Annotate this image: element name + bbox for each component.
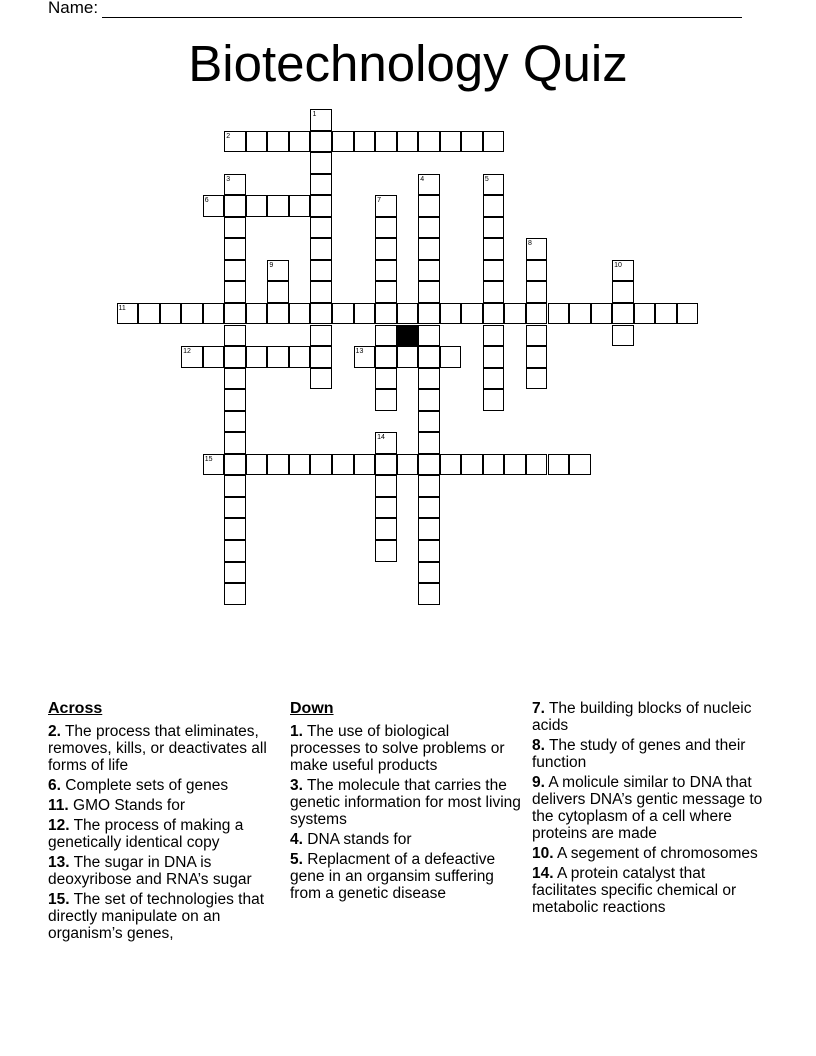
- grid-cell[interactable]: [418, 540, 440, 562]
- grid-cell[interactable]: [224, 325, 246, 347]
- grid-cell[interactable]: [224, 303, 246, 325]
- grid-cell[interactable]: [526, 325, 548, 347]
- clue-number: 13.: [48, 854, 70, 871]
- clue-number: 15.: [48, 891, 70, 908]
- grid-cell[interactable]: [224, 475, 246, 497]
- grid-cell[interactable]: [332, 303, 354, 325]
- grid-cell[interactable]: [267, 454, 289, 476]
- grid-cell[interactable]: [289, 454, 311, 476]
- grid-cell[interactable]: [418, 281, 440, 303]
- clue-number: 11.: [48, 797, 69, 814]
- clue-number-3: 3: [226, 175, 231, 183]
- grid-cell[interactable]: [354, 303, 376, 325]
- grid-cell[interactable]: [375, 540, 397, 562]
- grid-cell[interactable]: [246, 303, 268, 325]
- grid-cell[interactable]: [591, 303, 613, 325]
- black-cell: [397, 325, 419, 347]
- clue-item: [532, 737, 764, 771]
- grid-cell[interactable]: [569, 303, 591, 325]
- grid-cell[interactable]: [440, 454, 462, 476]
- grid-cell[interactable]: [526, 303, 548, 325]
- grid-cell[interactable]: [483, 454, 505, 476]
- clue-number-10: 10: [614, 261, 622, 269]
- clue-number-2: 2: [226, 132, 231, 140]
- clue-number-6: 6: [204, 197, 209, 205]
- grid-cell[interactable]: [375, 238, 397, 260]
- grid-cell[interactable]: [483, 346, 505, 368]
- grid-cell[interactable]: [418, 562, 440, 584]
- clue-text: Complete sets of genes: [65, 777, 229, 794]
- grid-cell[interactable]: [310, 131, 332, 153]
- grid-cell[interactable]: [203, 303, 225, 325]
- grid-cell[interactable]: [310, 346, 332, 368]
- grid-cell[interactable]: [375, 281, 397, 303]
- grid-cell[interactable]: [310, 174, 332, 196]
- clue-number: 14.: [532, 865, 554, 882]
- grid-cell[interactable]: [504, 303, 526, 325]
- grid-cell[interactable]: [310, 303, 332, 325]
- grid-cell[interactable]: [397, 346, 419, 368]
- grid-cell[interactable]: [526, 281, 548, 303]
- clue-item: [290, 723, 522, 774]
- grid-cell[interactable]: [375, 454, 397, 476]
- clue-text: The use of biological processes to solve problems or make useful products: [290, 723, 505, 774]
- clue-number: 5.: [290, 851, 303, 868]
- clue-number-1: 1: [312, 111, 317, 118]
- grid-cell[interactable]: [354, 454, 376, 476]
- grid-cell[interactable]: [224, 346, 246, 368]
- clue-item: [532, 865, 764, 916]
- clue-number-11: 11: [118, 304, 126, 312]
- clue-number-12: 12: [183, 348, 191, 356]
- grid-cell[interactable]: [483, 325, 505, 347]
- grid-cell[interactable]: [655, 303, 677, 325]
- name-label: Name:: [48, 0, 99, 17]
- grid-cell[interactable]: [224, 540, 246, 562]
- clue-number: 2.: [48, 723, 61, 740]
- clue-number: 9.: [532, 774, 545, 791]
- grid-cell[interactable]: [375, 368, 397, 390]
- grid-cell[interactable]: [224, 368, 246, 390]
- clue-item: [48, 817, 280, 851]
- clue-item: [48, 854, 280, 888]
- grid-cell[interactable]: [397, 131, 419, 153]
- clue-text: The set of technologies that directly manipulate on an organism’s genes,: [48, 891, 265, 942]
- grid-cell[interactable]: [375, 217, 397, 239]
- clue-item: [290, 777, 522, 828]
- grid-cell[interactable]: [677, 303, 699, 325]
- grid-cell[interactable]: [418, 475, 440, 497]
- grid-cell[interactable]: [418, 195, 440, 217]
- grid-cell[interactable]: [310, 260, 332, 282]
- grid-cell[interactable]: [418, 518, 440, 540]
- grid-cell[interactable]: [483, 389, 505, 411]
- clue-item: [48, 797, 280, 814]
- grid-cell[interactable]: [418, 454, 440, 476]
- grid-cell[interactable]: [267, 195, 289, 217]
- grid-cell[interactable]: [246, 346, 268, 368]
- down-heading: Down: [290, 700, 334, 717]
- grid-cell[interactable]: [289, 303, 311, 325]
- clue-text: GMO Stands for: [73, 797, 185, 814]
- grid-cell[interactable]: [418, 238, 440, 260]
- grid-cell[interactable]: [397, 454, 419, 476]
- grid-cell[interactable]: [224, 432, 246, 454]
- grid-cell[interactable]: [310, 195, 332, 217]
- grid-cell[interactable]: [246, 454, 268, 476]
- grid-cell[interactable]: [548, 454, 570, 476]
- clue-item: [290, 831, 522, 848]
- clue-number: 7.: [532, 700, 545, 717]
- down-clues-column: [290, 700, 522, 905]
- grid-cell[interactable]: [418, 131, 440, 153]
- clue-number-7: 7: [377, 197, 381, 205]
- grid-cell[interactable]: [267, 346, 289, 368]
- grid-cell[interactable]: [267, 131, 289, 153]
- grid-cell[interactable]: [310, 368, 332, 390]
- grid-cell[interactable]: [461, 131, 483, 153]
- grid-cell[interactable]: [483, 195, 505, 217]
- grid-cell[interactable]: [418, 432, 440, 454]
- grid-cell[interactable]: [461, 303, 483, 325]
- grid-cell[interactable]: [289, 195, 311, 217]
- grid-cell[interactable]: [224, 411, 246, 433]
- grid-cell[interactable]: [267, 303, 289, 325]
- grid-cell[interactable]: [397, 303, 419, 325]
- clue-text: The sugar in DNA is deoxyribose and RNA’s sugar: [48, 854, 252, 888]
- grid-cell[interactable]: [418, 303, 440, 325]
- name-field[interactable]: [48, 0, 742, 18]
- grid-cell[interactable]: [375, 260, 397, 282]
- clue-item: [48, 891, 280, 942]
- grid-cell[interactable]: [224, 281, 246, 303]
- clue-text: The building blocks of nucleic acids: [532, 700, 752, 734]
- grid-cell[interactable]: [375, 497, 397, 519]
- clue-number: 10.: [532, 845, 554, 862]
- grid-cell[interactable]: [440, 131, 462, 153]
- grid-cell[interactable]: [289, 346, 311, 368]
- grid-cell[interactable]: [267, 281, 289, 303]
- clue-text: The study of genes and their function: [532, 737, 746, 771]
- grid-cell[interactable]: [526, 346, 548, 368]
- down-clues-column-continued: [532, 700, 764, 919]
- clue-item: [48, 777, 280, 794]
- clue-number-5: 5: [484, 175, 489, 183]
- grid-cell[interactable]: [310, 454, 332, 476]
- grid-cell[interactable]: [224, 454, 246, 476]
- clue-item: [532, 774, 764, 842]
- grid-cell[interactable]: [418, 583, 440, 605]
- grid-cell[interactable]: [483, 238, 505, 260]
- clue-text: The process that eliminates, removes, kills, or deactivates all forms of life: [48, 723, 267, 774]
- clue-number-14: 14: [377, 434, 385, 442]
- clue-number-4: 4: [420, 175, 425, 183]
- across-clues-column: [48, 700, 280, 945]
- name-line[interactable]: [102, 3, 742, 18]
- grid-cell[interactable]: [612, 303, 634, 325]
- grid-cell[interactable]: [224, 583, 246, 605]
- grid-cell[interactable]: [418, 217, 440, 239]
- grid-cell[interactable]: [612, 325, 634, 347]
- grid-cell[interactable]: [224, 260, 246, 282]
- grid-cell[interactable]: [483, 303, 505, 325]
- grid-cell[interactable]: [440, 346, 462, 368]
- grid-cell[interactable]: [375, 131, 397, 153]
- clue-number-13: 13: [355, 348, 364, 356]
- grid-cell[interactable]: [418, 368, 440, 390]
- clue-number-9: 9: [269, 261, 274, 269]
- clue-item: [290, 851, 522, 902]
- clue-number: 1.: [290, 723, 303, 740]
- clue-text: The process of making a genetically identical copy: [48, 817, 244, 851]
- grid-cell[interactable]: [375, 346, 397, 368]
- grid-cell[interactable]: [310, 325, 332, 347]
- grid-cell[interactable]: [375, 389, 397, 411]
- grid-cell[interactable]: [418, 411, 440, 433]
- clue-item: [48, 723, 280, 774]
- grid-cell[interactable]: [310, 217, 332, 239]
- clue-text: Replacment of a defeactive gene in an organsim suffering from a genetic disease: [290, 851, 496, 902]
- grid-cell[interactable]: [526, 454, 548, 476]
- grid-cell[interactable]: [289, 131, 311, 153]
- grid-cell[interactable]: [332, 454, 354, 476]
- clue-number: 3.: [290, 777, 303, 794]
- grid-cell[interactable]: [483, 131, 505, 153]
- grid-cell[interactable]: [418, 389, 440, 411]
- grid-cell[interactable]: [375, 475, 397, 497]
- grid-cell[interactable]: [375, 325, 397, 347]
- grid-cell[interactable]: [224, 518, 246, 540]
- grid-cell[interactable]: [375, 518, 397, 540]
- grid-cell[interactable]: [526, 368, 548, 390]
- clue-number-8: 8: [527, 240, 532, 248]
- grid-cell[interactable]: [160, 303, 182, 325]
- grid-cell[interactable]: [246, 195, 268, 217]
- clue-text: A molicule similar to DNA that delivers DNA’s gentic message to the cytoplasm of a cell where proteins are made: [532, 774, 763, 842]
- page-title: Biotechnology Quiz: [188, 35, 628, 92]
- grid-cell[interactable]: [224, 217, 246, 239]
- grid-cell[interactable]: [483, 260, 505, 282]
- clue-text: A segement of chromosomes: [557, 845, 758, 862]
- grid-cell[interactable]: [375, 303, 397, 325]
- grid-cell[interactable]: [203, 346, 225, 368]
- grid-cell[interactable]: [354, 131, 376, 153]
- grid-cell[interactable]: [310, 152, 332, 174]
- grid-cell[interactable]: [504, 454, 526, 476]
- grid-cell[interactable]: [548, 303, 570, 325]
- grid-cell[interactable]: [418, 260, 440, 282]
- grid-cell[interactable]: [310, 281, 332, 303]
- clue-number: 4.: [290, 831, 303, 848]
- clue-number-15: 15: [204, 455, 213, 463]
- grid-cell[interactable]: [526, 260, 548, 282]
- grid-cell[interactable]: [224, 238, 246, 260]
- grid-cell[interactable]: [224, 497, 246, 519]
- grid-cell[interactable]: [310, 238, 332, 260]
- grid-cell[interactable]: [181, 303, 203, 325]
- clue-text: The molecule that carries the genetic information for most living systems: [290, 777, 521, 828]
- grid-cell[interactable]: [483, 281, 505, 303]
- grid-cell[interactable]: [440, 303, 462, 325]
- grid-cell[interactable]: [418, 346, 440, 368]
- grid-cell[interactable]: [224, 562, 246, 584]
- clue-number: 8.: [532, 737, 545, 754]
- grid-cell[interactable]: [224, 389, 246, 411]
- clue-number: 12.: [48, 817, 70, 834]
- grid-cell[interactable]: [461, 454, 483, 476]
- grid-cell[interactable]: [246, 131, 268, 153]
- grid-cell[interactable]: [224, 195, 246, 217]
- clue-text: A protein catalyst that facilitates specific chemical or metabolic reactions: [532, 865, 737, 916]
- grid-cell[interactable]: [418, 497, 440, 519]
- grid-cell[interactable]: [634, 303, 656, 325]
- grid-cell[interactable]: [483, 217, 505, 239]
- grid-cell[interactable]: [332, 131, 354, 153]
- across-heading: Across: [48, 700, 103, 717]
- grid-cell[interactable]: [418, 325, 440, 347]
- grid-cell[interactable]: [569, 454, 591, 476]
- clue-item: [532, 700, 764, 734]
- grid-cell[interactable]: [138, 303, 160, 325]
- clue-number: 6.: [48, 777, 61, 794]
- grid-cell[interactable]: [612, 281, 634, 303]
- clue-item: [532, 845, 764, 862]
- clue-text: DNA stands for: [307, 831, 412, 848]
- grid-cell[interactable]: [483, 368, 505, 390]
